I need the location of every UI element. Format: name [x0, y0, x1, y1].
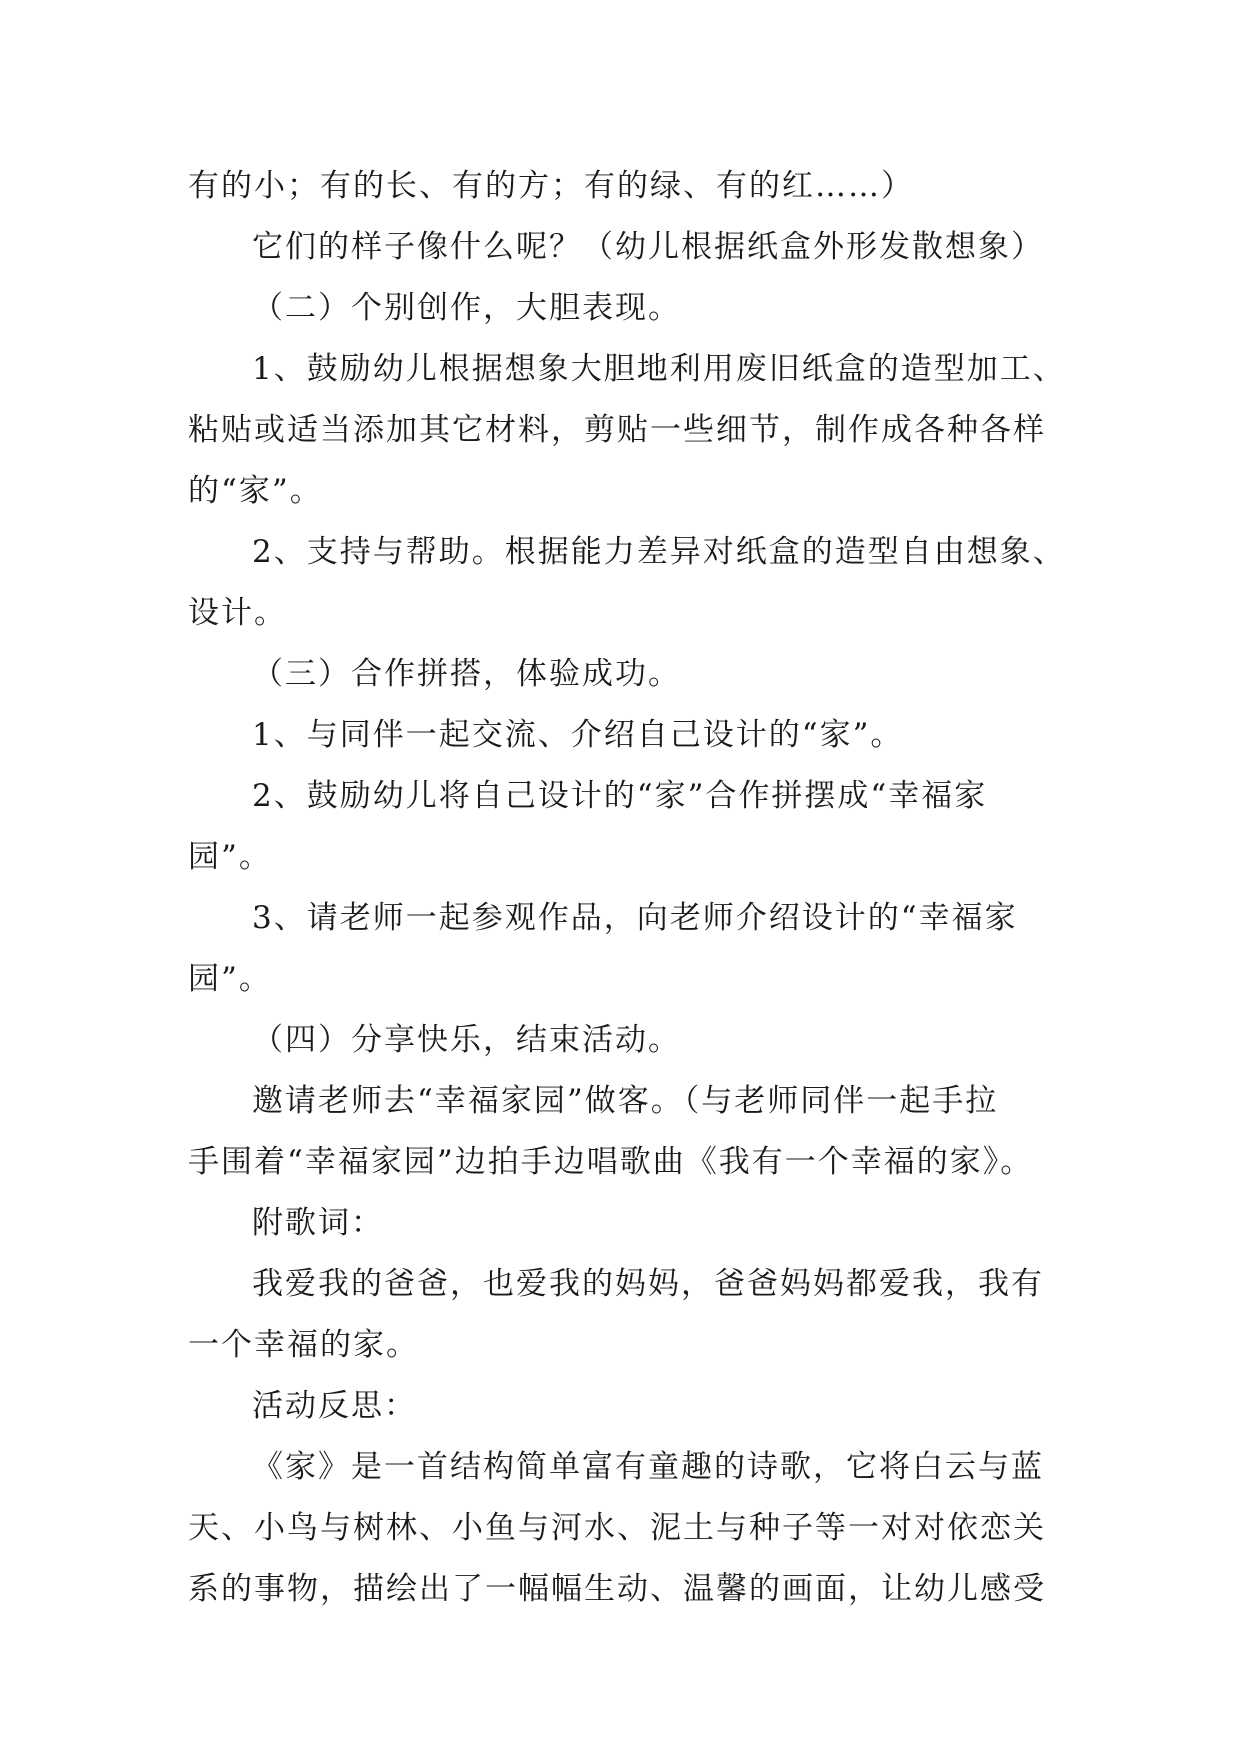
text-line: 有的小；有的长、有的方；有的绿、有的红……） — [188, 168, 914, 204]
text-line: 园”。 — [188, 839, 272, 875]
section-heading: （四）分享快乐，结束活动。 — [252, 1022, 681, 1058]
text-line: 手围着“幸福家园”边拍手边唱歌曲《我有一个幸福的家》。 — [188, 1144, 1034, 1180]
text-line: 1、鼓励幼儿根据想象大胆地利用废旧纸盒的造型加工、 — [252, 351, 1066, 387]
lyrics-line: 我爱我的爸爸，也爱我的妈妈，爸爸妈妈都爱我，我有 — [252, 1266, 1044, 1302]
text-line: 园”。 — [188, 961, 272, 997]
section-heading: （三）合作拼搭，体验成功。 — [252, 656, 681, 692]
text-line: 《家》是一首结构简单富有童趣的诗歌，它将白云与蓝 — [252, 1449, 1044, 1485]
lyrics-line: 一个幸福的家。 — [188, 1327, 419, 1363]
text-line: 天、小鸟与树林、小鱼与河水、泥土与种子等一对对依恋关 — [188, 1510, 1046, 1546]
text-line: 邀请老师去“幸福家园”做客。（与老师同伴一起手拉 — [252, 1083, 999, 1119]
lyrics-heading: 附歌词： — [252, 1205, 384, 1241]
text-line: 系的事物，描绘出了一幅幅生动、温馨的画面，让幼儿感受 — [188, 1571, 1046, 1607]
section-heading: （二）个别创作，大胆表现。 — [252, 290, 681, 326]
text-line: 的“家”。 — [188, 473, 323, 509]
text-line: 设计。 — [188, 595, 287, 631]
text-line: 2、鼓励幼儿将自己设计的“家”合作拼摆成“幸福家 — [252, 778, 988, 814]
text-line: 3、请老师一起参观作品，向老师介绍设计的“幸福家 — [252, 900, 1018, 936]
text-line: 它们的样子像什么呢？（幼儿根据纸盒外形发散想象） — [252, 229, 1044, 265]
text-line: 2、支持与帮助。根据能力差异对纸盒的造型自由想象、 — [252, 534, 1066, 570]
document-body — [188, 156, 1068, 1620]
reflection-heading: 活动反思： — [252, 1388, 417, 1424]
text-line: 1、与同伴一起交流、介绍自己设计的“家”。 — [252, 717, 904, 753]
text-line: 粘贴或适当添加其它材料，剪贴一些细节，制作成各种各样 — [188, 412, 1046, 448]
